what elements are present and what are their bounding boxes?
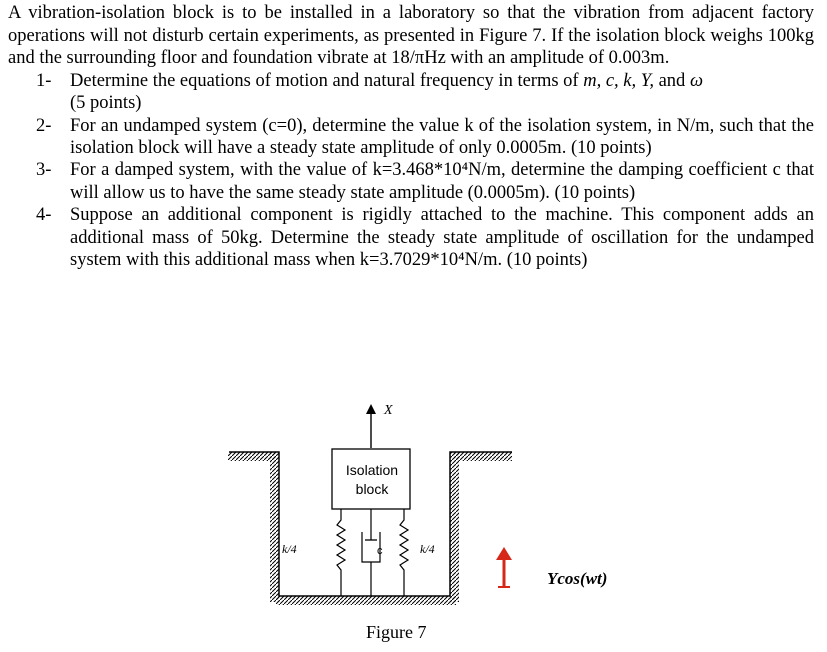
displacement-label: X xyxy=(384,403,393,418)
question-text: Suppose an additional component is rigidly attached to the machine. This component adds an additional mass of 50kg. Determine the steady state amplitude of oscillation for the undamped system with this additional mass when k=3.7029*10⁴N/m. (10 points) xyxy=(70,205,814,271)
block-label-line-2: block xyxy=(355,481,389,497)
question-text: Determine the equations of motion and natural frequency in terms of xyxy=(70,70,584,91)
question-number: 3- xyxy=(36,160,52,181)
question-points: (5 points) xyxy=(70,93,142,114)
floor-hatch xyxy=(276,596,456,605)
question-number: 2- xyxy=(36,115,52,136)
right-wall-top-hatch xyxy=(454,452,512,461)
isolation-block-label xyxy=(336,461,408,499)
figure-caption: Figure 7 xyxy=(366,622,427,642)
left-wall-hatch xyxy=(270,452,279,602)
right-spring-label: k/4 xyxy=(420,542,435,556)
excitation-label: Ycos(wt) xyxy=(547,569,608,588)
question-text: For a damped system, with the value of k=3.468*10⁴N/m, determine the damping coefficient c that will allow us to have the same steady state amplitude (0.0005m). (10 points) xyxy=(70,160,814,203)
question-connector: and xyxy=(653,70,690,91)
left-spring-label: k/4 xyxy=(282,542,297,556)
problem-intro: A vibration-isolation block is to be installed in a laboratory so that the vibration from adjacent factory operations will not disturb certain experiments, as presented in Figure 7. If the isolation block weighs 100kg and the surrounding floor and foundation vibrate at 18/πHz with an amplitude of 0.003m. xyxy=(8,3,814,69)
damper-label: c xyxy=(377,545,383,557)
left-spring xyxy=(337,509,345,596)
question-variables: m, c, k, Y, xyxy=(583,70,654,91)
excitation-arrow-head xyxy=(496,547,512,560)
question-number: 4- xyxy=(36,205,52,226)
question-text: For an undamped system (c=0), determine the value k of the isolation system, in N/m, such that the isolation block will have a steady state amplitude of only 0.0005m. (10 points) xyxy=(70,115,814,158)
right-spring xyxy=(400,509,408,596)
right-wall-hatch xyxy=(450,452,459,602)
block-label-line-1: Isolation xyxy=(345,462,399,478)
question-number: 1- xyxy=(36,70,52,91)
omega-symbol: ω xyxy=(689,70,703,91)
x-arrow-head xyxy=(366,404,376,414)
left-wall-top-hatch xyxy=(228,452,276,461)
